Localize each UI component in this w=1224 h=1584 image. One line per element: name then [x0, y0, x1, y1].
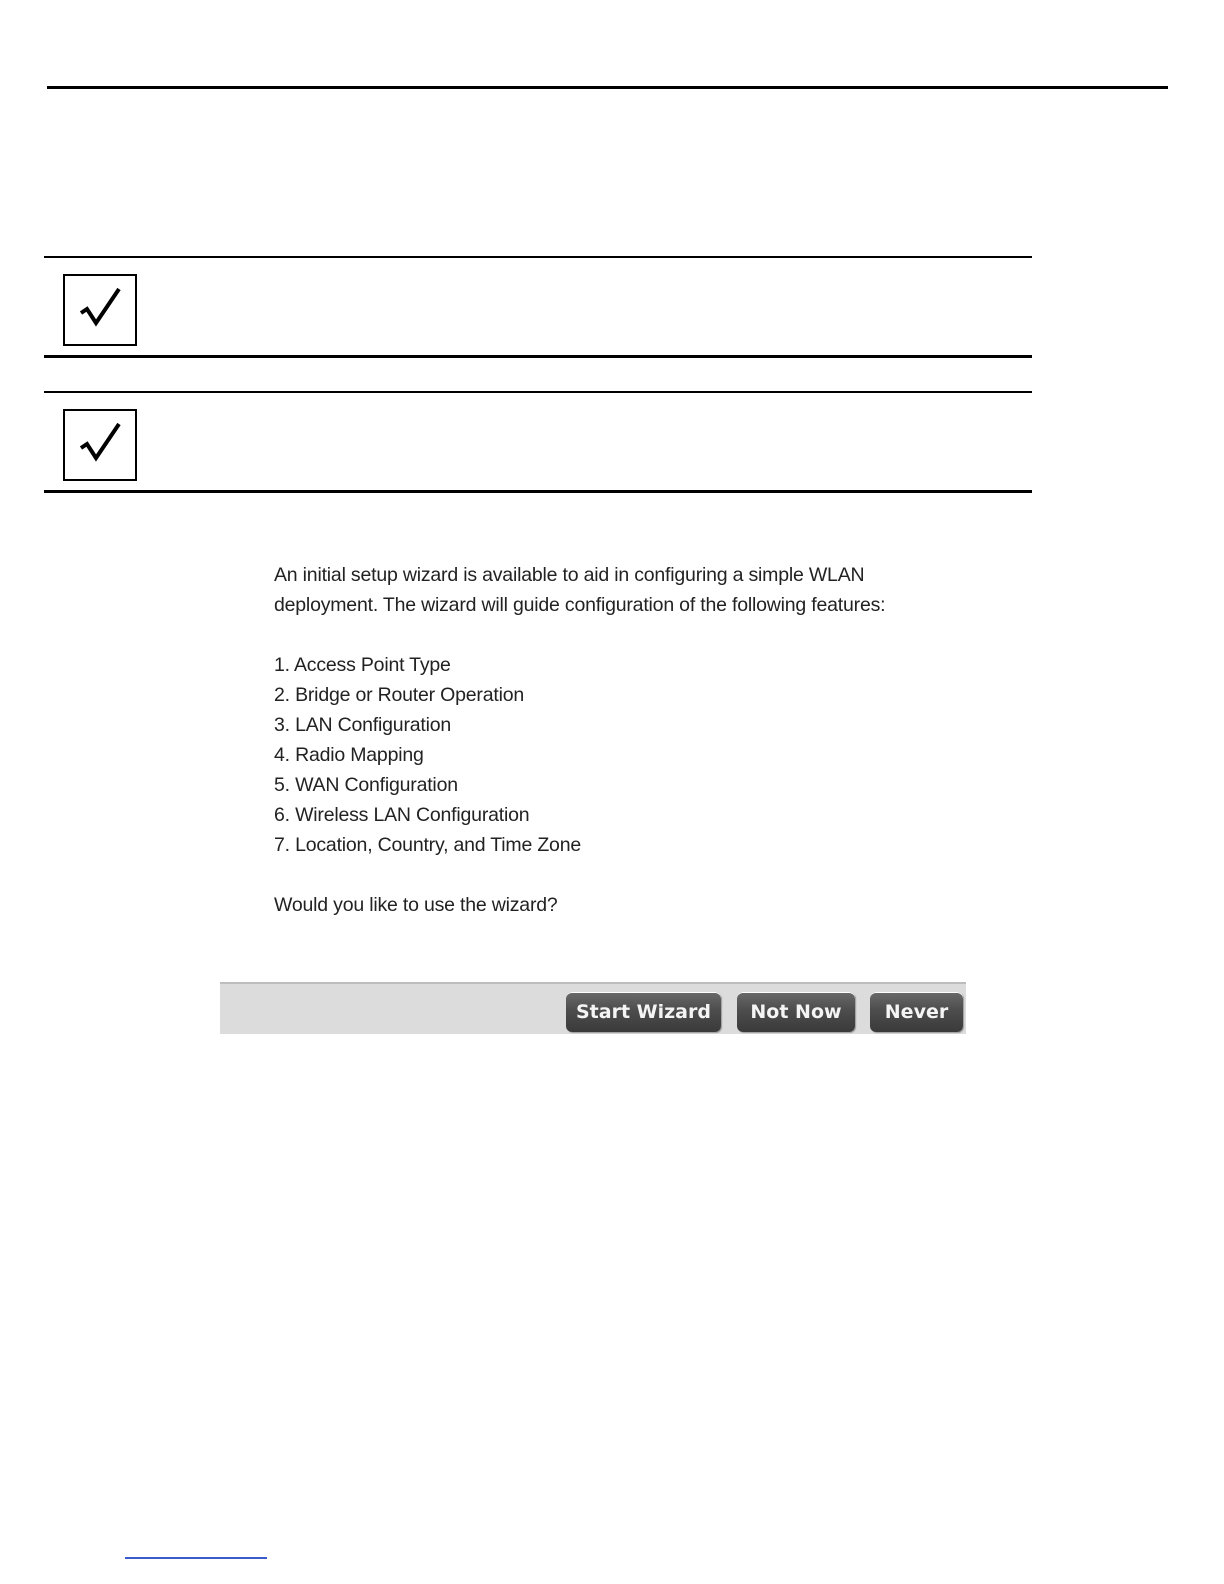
- header-rule: [47, 86, 1168, 89]
- list-item: 4. Radio Mapping: [274, 744, 424, 766]
- check-mark-glyph: [75, 420, 125, 470]
- dialog-button-bar: [220, 982, 966, 1034]
- not-now-button[interactable]: Not Now: [737, 992, 855, 1032]
- list-item: 3. LAN Configuration: [274, 714, 452, 736]
- list-item: 2. Bridge or Router Operation: [274, 684, 525, 706]
- setup-wizard-dialog: [220, 548, 966, 1036]
- dialog-question: Would you like to use the wizard?: [274, 894, 558, 916]
- list-item: 1. Access Point Type: [274, 654, 451, 676]
- check-mark-glyph: [75, 285, 125, 335]
- footnote-rule: [125, 1557, 267, 1559]
- start-wizard-button[interactable]: Start Wizard: [566, 992, 721, 1032]
- feature-list: [274, 650, 934, 860]
- dialog-intro: An initial setup wizard is available to aid in configuring a simple WLAN deployment. The wizard will guide configuration of the following features:: [274, 564, 886, 616]
- list-item: 5. WAN Configuration: [274, 774, 458, 796]
- list-item: 6. Wireless LAN Configuration: [274, 804, 530, 826]
- check-mark-icon: [63, 274, 137, 346]
- list-item: 7. Location, Country, and Time Zone: [274, 834, 581, 856]
- note-block-2: [44, 391, 1032, 493]
- dialog-message: [274, 560, 934, 920]
- note-block-1: [44, 256, 1032, 358]
- never-button[interactable]: Never: [870, 992, 963, 1032]
- check-mark-icon: [63, 409, 137, 481]
